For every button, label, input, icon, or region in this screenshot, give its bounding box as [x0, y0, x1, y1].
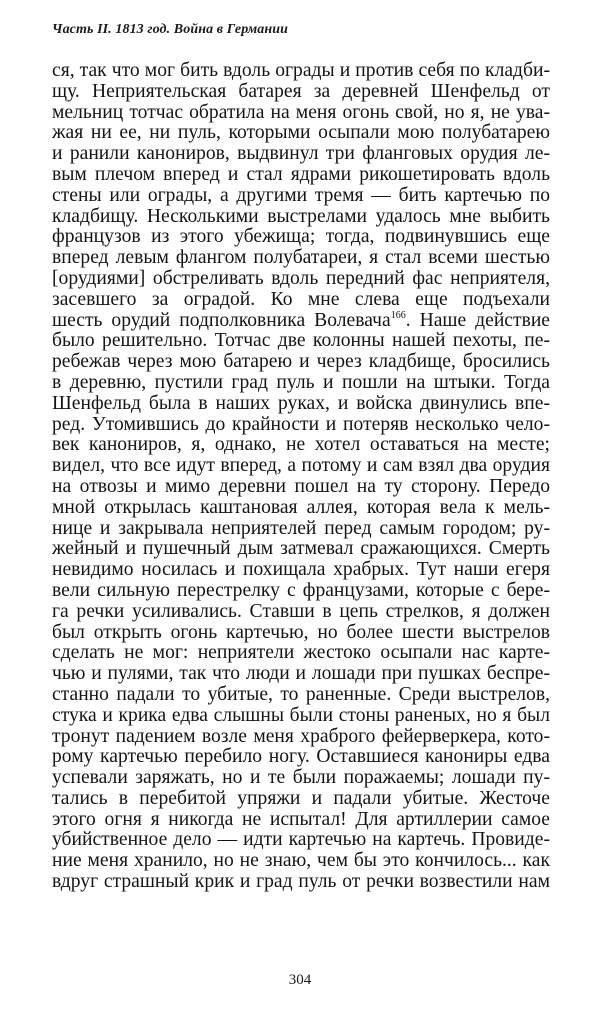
text-line: стены или ограды, а другими тремя — бить картечью по: [52, 184, 550, 206]
text-line: ред. Утомившись до крайности и потеряв несколько чело-: [52, 413, 550, 435]
running-head: Часть II. 1813 год. Война в Германии: [52, 22, 289, 37]
text-line: ребежав через мою батарею и через кладбище, бросились: [52, 351, 550, 373]
text-line: этого огня я никогда не испытал! Для артиллерии самое: [52, 808, 550, 830]
text-line: ние меня хранило, но не знаю, чем бы это кончилось... как: [52, 850, 550, 872]
text-line: на отвозы и мимо деревни пошел на ту сторону. Передо: [52, 475, 550, 497]
text-line: [орудиями] обстреливать вдоль передний фас неприятеля,: [52, 267, 550, 289]
text-line: чью и пулями, так что люди и лошади при пушках беспре-: [52, 663, 550, 685]
text-line: засевшего за оградой. Ко мне слева еще подъехали: [52, 288, 550, 310]
text-segment: . Наше действие: [405, 309, 551, 331]
text-line: французов из этого убежища; тогда, подвинувшись еще: [52, 226, 550, 248]
text-line: тались в перебитой упряжи и падали убитые. Жесточе: [52, 787, 550, 809]
text-line: и ранили канониров, выдвинул три фланговых орудия ле-: [52, 143, 550, 165]
text-line: был открыть огонь картечью, но более шести выстрелов: [52, 621, 550, 643]
body-text: [52, 61, 550, 893]
text-line: кладбищу. Несколькими выстрелами удалось мне выбить: [52, 205, 550, 227]
text-line: видел, что все идут вперед, а потому и сам взял два орудия: [52, 455, 550, 477]
text-segment: шесть орудий подполковника Волевача: [52, 309, 391, 331]
text-line: было решительно. Тотчас две колонны нашей пехоты, пе-: [52, 330, 550, 352]
text-line: щу. Неприятельская батарея за деревней Шенфельд от: [52, 80, 550, 102]
text-line: стука и крика едва слышны были стоны раненых, но я был: [52, 704, 550, 726]
text-line: невидимо носилась и похищала храбрых. Тут наши егеря: [52, 559, 550, 581]
text-line: тронут падением возле меня храброго фейерверкера, кото-: [52, 725, 550, 747]
text-line-with-footnote: [52, 311, 550, 332]
text-line: сделать не мог: неприятели жестоко осыпали нас карте-: [52, 642, 550, 664]
text-line: вым плечом вперед и стал ядрами рикошетировать вдоль: [52, 163, 550, 185]
text-line: станно падали то убитые, то раненные. Среди выстрелов,: [52, 683, 550, 705]
footnote-marker[interactable]: 166: [390, 309, 406, 321]
text-line: жейный и пушечный дым затмевал сражающихся. Смерть: [52, 538, 550, 560]
text-line: га речки усиливались. Ставши в цепь стрелков, я должен: [52, 600, 550, 622]
text-line: жая ни ее, ни пуль, которыми осыпали мою полубатарею: [52, 122, 550, 144]
text-line: успевали заряжать, но и те были поражаемы; лошади пу-: [52, 767, 550, 789]
text-line: нице и закрывала неприятелей перед самым городом; ру-: [52, 517, 550, 539]
text-line: рому картечью перебило ногу. Оставшиеся канониры едва: [52, 746, 550, 768]
text-line: ся, так что мог бить вдоль ограды и против себя по кладби-: [52, 60, 550, 81]
text-line: мельниц тотчас обратила на меня огонь свой, но я, не ува-: [52, 101, 550, 123]
text-line: Шенфельд была в наших руках, и войска двинулись впе-: [52, 392, 550, 414]
page-number: 304: [288, 972, 312, 988]
text-line: убийственное дело — идти картечью на картечь. Провиде-: [52, 829, 550, 851]
text-line: век канониров, я, однако, не хотел оставаться на месте;: [52, 434, 550, 456]
text-line: вели сильную перестрелку с французами, которые с бере-: [52, 579, 550, 601]
text-line: в деревню, пустили град пуль и пошли на штыки. Тогда: [52, 371, 550, 393]
text-line: вдруг страшный крик и град пуль от речки возвестили нам: [52, 871, 550, 893]
text-line: мной открылась каштановая аллея, которая вела к мель-: [52, 496, 550, 518]
text-line: вперед левым флангом полубатареи, я стал всеми шестью: [52, 247, 550, 269]
